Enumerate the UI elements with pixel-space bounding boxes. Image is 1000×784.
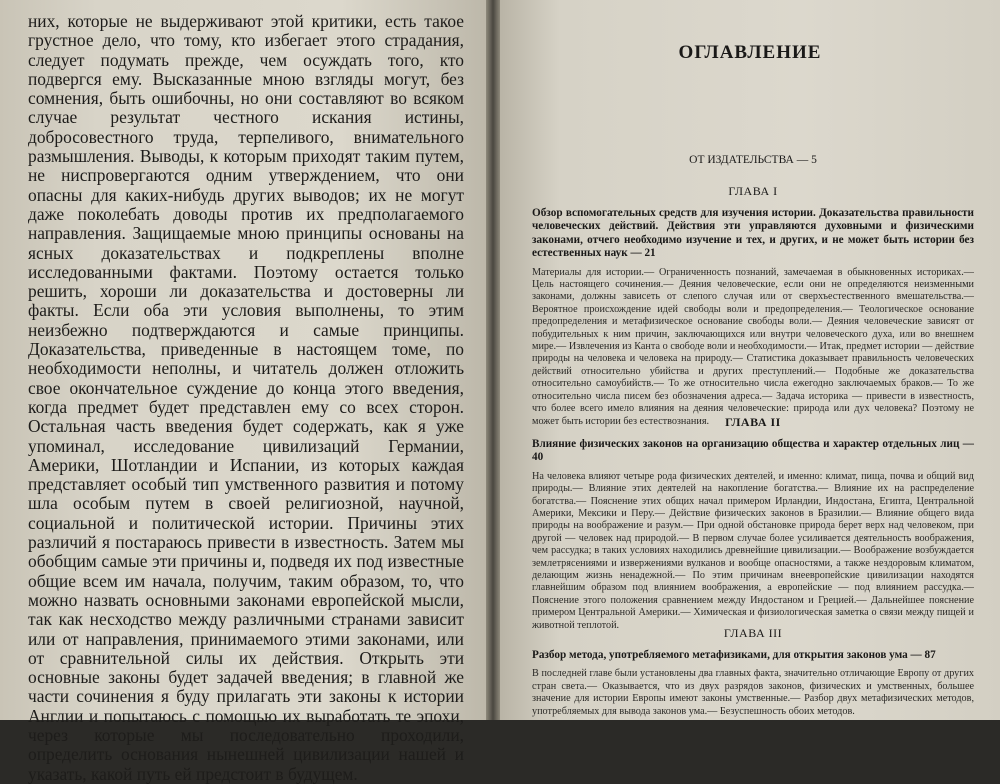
chapter-1-label: ГЛАВА I [728,184,778,198]
publisher-note-entry: ОТ ИЗДАТЕЛЬСТВА — 5 [689,154,817,166]
table-of-contents-heading: ОГЛАВЛЕНИЕ [678,42,822,63]
chapter-2-summary: На человека влияют четыре рода физических деятелей, и именно: климат, пища, почва и общий вид природы.— Влияние этих деятелей на накопление богатства.— Влияние их на распределение богатства.— Пояснение этих общих начал примером Ирландии, Индостана, Египта, Центральной Америки, Мексики и Перу.— Действие физических законов в Бразилии.— Влияние общего вида природы на воображение и разум.— При одной обстановке природа берет верх над человеком, при другой — человек над природой.— В первом случае более усиливается деятельность воображения, чем рассудка; в таких условиях находились древнейшие цивилизации.— Воображение возбуждается землетрясениями и извержениями вулканов и вообще опасностями, а также нездоровым климатом, делающим жизнь ненадежной.— По этим причинам внеевропейские цивилизации находятся главнейшим образом под влиянием воображения, а европейские — под влиянием рассудка.— Пояснение этого положения сравнением между Индостаном и Грецией.— Дальнейшее пояснение примером Центральной Америки.— Химическая и физиологическая заметка о связи между пищей и животной теплотой. [532,470,974,631]
chapter-3-entry [532,626,974,718]
left-page [0,0,486,784]
chapter-1-entry [532,184,974,428]
chapter-1-title: Обзор вспомогательных средств для изучения истории. Доказательства правильности человеческих действий. Действия эти управляются духовными и физическими законами, отчего необходимо изучение и тех, и других, и не может быть истории без естественных наук — 21 [532,207,974,260]
right-page [500,0,1000,720]
chapter-2-label: ГЛАВА II [725,415,781,429]
chapter-2-entry [532,415,974,632]
chapter-3-title: Разбор метода, употребляемого метафизиками, для открытия законов ума — 87 [532,649,936,661]
left-page-text: них, которые не выдерживают этой критики, есть такое грустное дело, что тому, кто избегает этого страдания, следует подумать прежде, чем осуждать того, кто подвергся ему. Высказанные мною взгляды могут, без сомнения, быть ошибочны, но они составляют во всяком случае результат честного искания истины, добросовестного труда, терпеливого, внимательного размышления. Выводы, к которым приходят таким путем, не ниспровергаются одним утверждением, что они опасны для каких-нибудь других выводов; их не могут даже поколебать доводы против их предполагаемого направления. Защищаемые мною принципы основаны на ясных доказательствах и подкреплены вполне исследованными фактами. Поэтому остается только решить, хороши ли доказательства и достоверны ли факты. Если оба эти условия выполнены, то этим неизбежно подтверждаются и самые принципы. Доказательства, приведенные в настоящем томе, по необходимости неполны, и читатель должен отложить свое окончательное суждение до конца этого введения, когда предмет будет представлен ему со всех сторон. Остальная часть введения будет содержать, как я уже упоминал, исследование цивилизаций Германии, Америки, Шотландии и Испании, из которых каждая представляет особый тип умственного развития и потому шла особым путем в своей религиозной, научной, социальной и политической истории. Причины этих различий я постараюсь привести в известность. Затем мы обобщим самые эти причины и, подведя их под известные общие всем им начала, получим, таким образом, то, что можно назвать основными законами европейской мысли, так как несходство между различными странами зависит или от направления, принимаемого этими законами, или от сравнительной силы их действия. Открыть эти основные законы будет задачей введения; в главной же части сочинения я буду прилагать эти законы к истории Англии и попытаюсь с помощью их выработать те эпохи, через которые мы последовательно проходили, определить основания нынешней цивилизации нашей и указать, какой путь ей предстоит в будущем. [28,11,464,784]
chapter-2-title: Влияние физических законов на организацию общества и характер отдельных лиц — 40 [532,438,974,464]
chapter-3-label: ГЛАВА III [723,626,783,640]
chapter-3-summary: В последней главе были установлены два главных факта, значительно отличающие Европу от других стран света.— Оказывается, что из двух разрядов законов, физических и умственных, большее значение для истории Европы имеют законы умственные.— Разбор двух метафизических методов, употребляемых для вывода законов ума.— Безуспешность обоих методов. [532,668,974,717]
chapter-1-summary: Материалы для истории.— Ограниченность познаний, замечаемая в обыкновенных историках.— Цель настоящего сочинения.— Деяния человеческие, если они не определяются неизменными законами, должны зависеть от слепого случая или от сверхъестественного вмешательства.— Вероятное происхождение идей свободы воли и предопределения.— Теологическое основание предопределения и метафизическое основание свободы воли.— Деяния человеческие зависят от побудительных к ним причин, заключающихся или внутри человеческого духа, или во внешнем мире.— Извлечения из Канта о свободе воли и необходимости.— Итак, предмет истории — действие природы на человека и человека на природу.— Статистика доказывает правильность человеческих действий относительно убийства и других преступлений.— Подобные же доказательства относительно самоубийств.— То же относительно числа ежегодно заключаемых браков.— То же относительно числа писем без обозначения адреса.— Задача историка — привести в известность, что более всего имело влияния на деяния человеческие: природа или дух человека? Поэтому не может быть истории без естествознания. [532,266,974,427]
book-gutter [486,0,500,720]
